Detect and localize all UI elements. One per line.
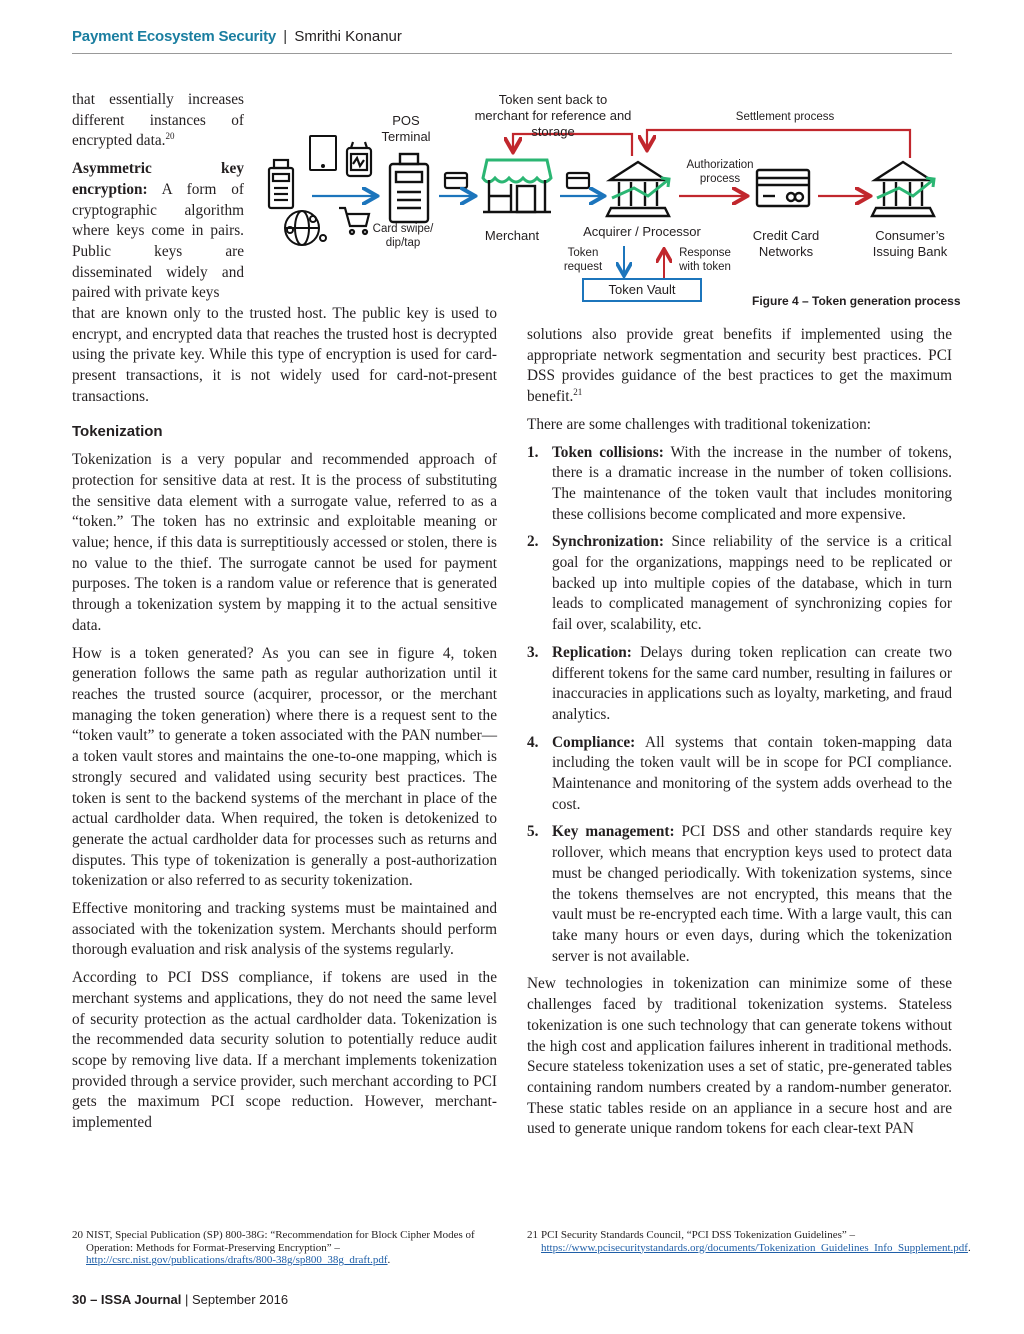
footnote-21-link[interactable]: https://www.pcisecuritystandards.org/documents/Tokenization_Guidelines_Info_Supplement.pdf <box>541 1241 968 1254</box>
section-title: Payment Ecosystem Security <box>72 28 277 45</box>
label-response-with-token: Response with token <box>679 247 731 273</box>
label-issuing-bank: Consumer’s Issuing Bank <box>872 228 948 259</box>
figure-caption: Figure 4 – Token generation process <box>752 294 961 308</box>
label-merchant: Merchant <box>484 228 540 243</box>
label-token-sent-back: Token sent back to merchant for reference and storage <box>474 92 632 139</box>
challenges-intro: There are some challenges with traditional tokenization: <box>527 415 872 433</box>
header-separator: | <box>283 28 288 45</box>
left-column <box>72 90 497 1141</box>
label-acquirer-processor: Acquirer / Processor <box>583 224 701 239</box>
tokenization-paragraph-1: Tokenization is a very popular and recommended approach of protection for sensitive data at rest. It is the process of substituting the sensitive data element with a surrogate value, referred to as a “token.” The token has no extrinsic and exploitable meaning or value; hence, if this data is surreptitiously accessed or stolen, there is no value to the thief. The surrogate cannot be used for payment purposes. The token is a random value or reference that is generated through a tokenization system by mapping it to the actual sensitive data. <box>72 451 497 634</box>
issuing-bank-icon <box>872 162 934 216</box>
footnote-20: 20 NIST, Special Publication (SP) 800-38G: “Recommendation for Block Cipher Modes of Operation: Methods for Format-Preserving Encryption” – http://csrc.nist.gov/publications/drafts/800-38g/sp800_38g_draft.pdf. <box>72 1229 475 1266</box>
tokenization-paragraph-3: Effective monitoring and tracking systems must be maintained and associated with the tokenization system. Merchants should perform thorough evaluation and risk analysis of the systems regularly. <box>72 900 497 959</box>
label-settlement: Settlement process <box>735 111 835 123</box>
right-column <box>527 325 952 1147</box>
label-pos-terminal: POS Terminal <box>381 113 431 144</box>
footnote-ref-20[interactable]: 20 <box>165 131 175 142</box>
footer-separator: | <box>184 1292 189 1307</box>
intro-paragraph: that essentially increases different instances of encrypted data.$^{20}$ <box>72 91 244 150</box>
asymmetric-key-paragraph: Asymmetric key encryption: A form of cryptographic algorithm where keys come in pairs. Public keys are disseminated widely and paired with private keys <box>72 160 244 302</box>
stateless-tokenization-paragraph: New technologies in tokenization can minimize some of these challenges faced by traditional tokenization systems. Stateless tokenization is one such technology that can generate tokens without the high cost and application failures inherent in traditional methods. Secure stateless tokenization uses a set of static, pre-generated tables containing random numbers created by a random-number generator. These static tables reside on an appliance in a secure host and are used to generate unique random tokens for each clear-text PAN <box>527 975 952 1138</box>
header-rule <box>72 53 952 54</box>
acquirer-bank-icon <box>607 162 669 216</box>
challenges-list <box>527 443 952 968</box>
term-asymmetric-key: Asymmetric key encryption: <box>72 160 244 198</box>
list-item: 4. Compliance: All systems that contain token-mapping data including the token vault will be in scope for PCI compliance. Maintenance and monitoring of the system adds overhead to the cost. <box>527 733 952 813</box>
credit-card-network-icon <box>757 170 809 206</box>
running-header <box>72 28 952 45</box>
list-item: 5. Key management: PCI DSS and other standards require key rollover, which means that encryption keys used to protect data must be changed periodically. With tokenization systems, since the tokens themselves are not encrypted, this means that the vault must be re-encrypted each time. With a large vault, this can take many hours or even days, during which the tokenization server is not available. <box>527 823 953 965</box>
label-card-swipe: Card swipe/ dip/tap <box>372 223 434 249</box>
asymmetric-key-continuation: that are known only to the trusted host. The public key is used to encrypt, and encrypted data that reaches the trusted host is decrypted using the private key. While this type of encryption is used for card-present transactions, it is not widely used for card-not-present transactions. <box>72 305 497 405</box>
list-item: 2. Synchronization: Since reliability of the service is a critical goal for the organizations, mappings need to be replicated or backed up into multiple copies of the database, which in turn leads to complicated management of synchronizing copies for fail over, scalability, etc. <box>527 533 952 634</box>
page-number: 30 – ISSA Journal <box>72 1292 182 1307</box>
label-credit-card-networks: Credit Card Networks <box>752 228 820 259</box>
label-authorization: Authorization process <box>686 159 754 185</box>
footnote-21: 21 PCI Security Standards Council, “PCI DSS Tokenization Guidelines” – https://www.pcisecuritystandards.org/documents/Tokenization_Guidelines_Info_Supplement.pdf. <box>527 1229 971 1254</box>
card-icon <box>567 173 589 188</box>
section-heading-tokenization: Tokenization <box>72 422 163 440</box>
list-item: 1. Token collisions: With the increase in the number of tokens, there is a dramatic increase in the number of token collisions. The maintenance of the token vault that includes monitoring these collisions become complicated and more expensive. <box>527 443 952 523</box>
token-vault-box: Token Vault <box>582 278 702 302</box>
benefits-paragraph: solutions also provide great benefits if implemented using the appropriate network segmentation and security best practices. PCI DSS provides guidance of the best practices to get the maximum benefit.$^{21}$ <box>527 326 952 406</box>
issue-date: September 2016 <box>191 1292 289 1307</box>
author-name: Smrithi Konanur <box>294 28 402 45</box>
footnote-ref-21[interactable]: 21 <box>573 387 583 398</box>
label-token-request: Token request <box>563 247 603 273</box>
footnote-20-link[interactable]: http://csrc.nist.gov/publications/drafts/800-38g/sp800_38g_draft.pdf <box>86 1254 388 1266</box>
list-item: 3. Replication: Delays during token replication can create two different tokens for the same card number, resulting in failures or inaccuracies in applications such as loyalty, marketing, and fraud analytics. <box>527 643 952 723</box>
tokenization-paragraph-2: How is a token generated? As you can see in figure 4, token generation follows the same path as regular authorization until it reaches the trusted source (acquirer, processor, or the merchant managing the token generation) where there is a request sent to the “token vault” to generate a token associated with the PAN number—a token vault stores and maintains the one-to-one mapping, which is strongly secured and validated using security best practices. The token is sent to the backend systems of the merchant in place of the actual cardholder data. When required, the token is detokenized to generate the actual cardholder data for processes such as returns and disputes. This type of tokenization is generally a post-authorization tokenization or also referred to as security tokenization. <box>72 644 497 890</box>
page-footer <box>72 1292 288 1307</box>
tokenization-paragraph-4: According to PCI DSS compliance, if tokens are used in the merchant systems and applications, they do not need the same level of security protection as the actual cardholder data. Tokenization is the recommended data security solution to potentially reduce audit scope by removing live data. If a merchant implements tokenization provided through a service provider, such merchant according to PCI gets the maximum PCI scope reduction. However, merchant-implemented <box>72 969 497 1132</box>
